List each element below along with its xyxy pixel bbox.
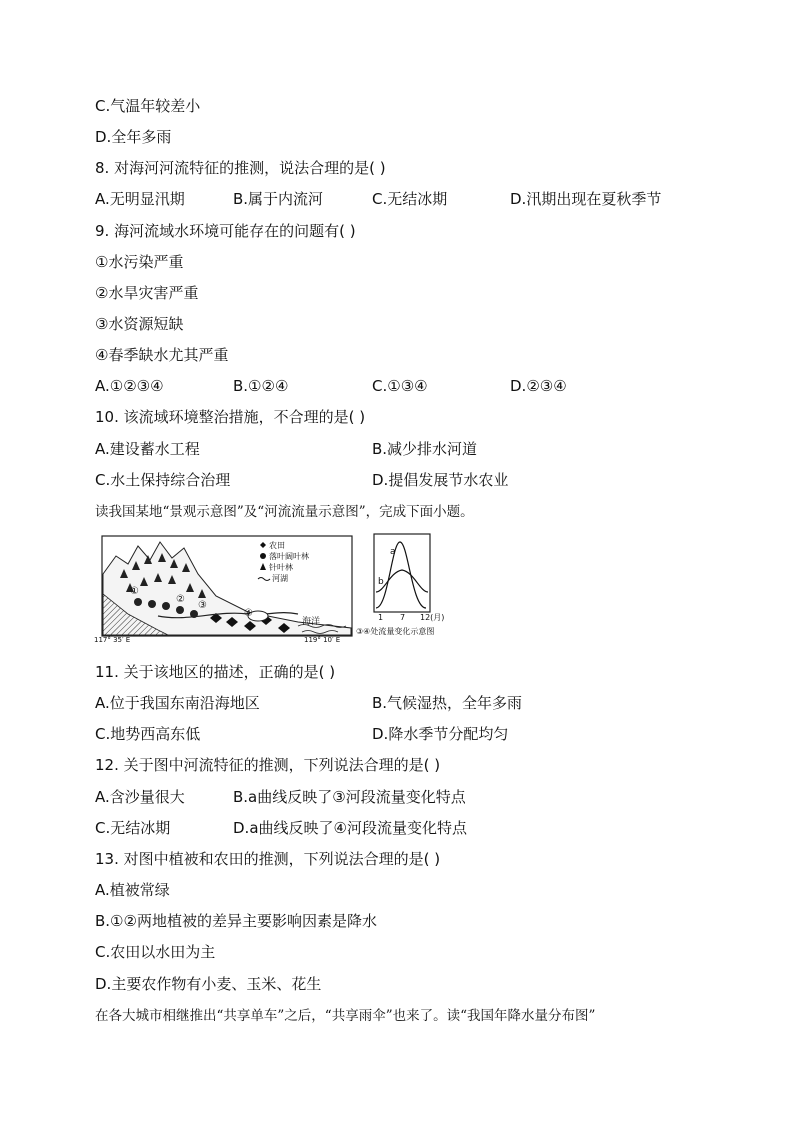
curve-b-label: b <box>378 577 384 587</box>
line-c-option: C.气温年较差小 <box>95 97 201 115</box>
statement-4: ④春季缺水尤其严重 <box>95 346 229 364</box>
q11-option-b: B.气候湿热，全年多雨 <box>372 694 523 712</box>
q13-option-a: A.植被常绿 <box>95 881 170 899</box>
q8-option-b: B.属于内流河 <box>233 190 324 208</box>
q9-option-d: D.②③④ <box>510 377 567 395</box>
q9-option-b: B.①②④ <box>233 377 289 395</box>
curve-a <box>376 542 426 608</box>
question-13: 13. 对图中植被和农田的推测，下列说法合理的是( ) <box>95 850 441 868</box>
q12-option-b: B.a曲线反映了③河段流量变化特点 <box>233 788 466 806</box>
q12-option-d: D.a曲线反映了④河段流量变化特点 <box>233 819 467 837</box>
q12-option-c: C.无结冰期 <box>95 819 171 837</box>
q11-option-d: D.降水季节分配均匀 <box>372 725 509 743</box>
q10-option-d: D.提倡发展节水农业 <box>372 471 509 489</box>
question-10: 10. 该流域环境整治措施，不合理的是( ) <box>95 408 366 426</box>
legend-field: 农田 <box>269 541 285 550</box>
q11-option-c: C.地势西高东低 <box>95 725 201 743</box>
q9-option-a: A.①②③④ <box>95 377 164 395</box>
q10-option-a: A.建设蓄水工程 <box>95 440 200 458</box>
question-11: 11. 关于该地区的描述，正确的是( ) <box>95 663 336 681</box>
river-lake-icon <box>258 578 270 581</box>
question-9: 9. 海河流域水环境可能存在的问题有( ) <box>95 222 356 240</box>
marker-1: ① <box>130 586 139 597</box>
q10-option-c: C.水土保持综合治理 <box>95 471 231 489</box>
landscape-figure <box>98 534 356 646</box>
tick-7: 7 <box>400 613 406 622</box>
flow-ticks <box>374 612 444 624</box>
field-icon <box>260 542 266 548</box>
statement-3: ③水资源短缺 <box>95 315 184 333</box>
conifer-tree-icon <box>260 563 266 570</box>
statement-1: ①水污染严重 <box>95 253 184 271</box>
q11-option-a: A.位于我国东南沿海地区 <box>95 694 260 712</box>
question-8: 8. 对海河河流特征的推测，说法合理的是( ) <box>95 159 386 177</box>
q12-option-a: A.含沙量很大 <box>95 788 185 806</box>
tick-12: 12(月) <box>420 613 445 622</box>
tick-1: 1 <box>378 613 384 622</box>
figure-intro: 读我国某地“景观示意图”及“河流流量示意图”，完成下面小题。 <box>95 504 474 520</box>
marker-3: ③ <box>198 600 207 611</box>
q9-option-c: C.①③④ <box>372 377 428 395</box>
q8-option-d: D.汛期出现在夏秋季节 <box>510 190 662 208</box>
q13-option-c: C.农田以水田为主 <box>95 943 216 961</box>
longitude-right: 119° 10′ E <box>304 636 341 644</box>
question-12: 12. 关于图中河流特征的推测，下列说法合理的是( ) <box>95 756 441 774</box>
marker-4: ④ <box>244 608 253 619</box>
longitude-left: 117° 35′ E <box>94 636 131 644</box>
legend-river: 河湖 <box>272 574 288 583</box>
q13-option-b: B.①②两地植被的差异主要影响因素是降水 <box>95 912 377 930</box>
legend-conifer: 针叶林 <box>269 563 293 572</box>
curve-a-label: a <box>390 547 396 557</box>
shared-umbrella-intro: 在各大城市相继推出“共享单车”之后，“共享雨伞”也来了。读“我国年降水量分布图” <box>95 1008 596 1024</box>
q8-option-c: C.无结冰期 <box>372 190 448 208</box>
sea-label: 海洋 <box>302 617 321 627</box>
legend-deciduous: 落叶阔叶林 <box>269 552 309 561</box>
flow-figure <box>370 532 434 620</box>
q13-option-d: D.主要农作物有小麦、玉米、花生 <box>95 975 322 993</box>
marker-2: ② <box>176 594 185 605</box>
curve-b <box>376 570 428 592</box>
deciduous-tree-icon <box>260 553 266 559</box>
line-d-option: D.全年多雨 <box>95 128 172 146</box>
statement-2: ②水旱灾害严重 <box>95 284 199 302</box>
q8-option-a: A.无明显汛期 <box>95 190 185 208</box>
flow-caption: ③④处流量变化示意图 <box>356 627 435 636</box>
q10-option-b: B.减少排水河道 <box>372 440 478 458</box>
